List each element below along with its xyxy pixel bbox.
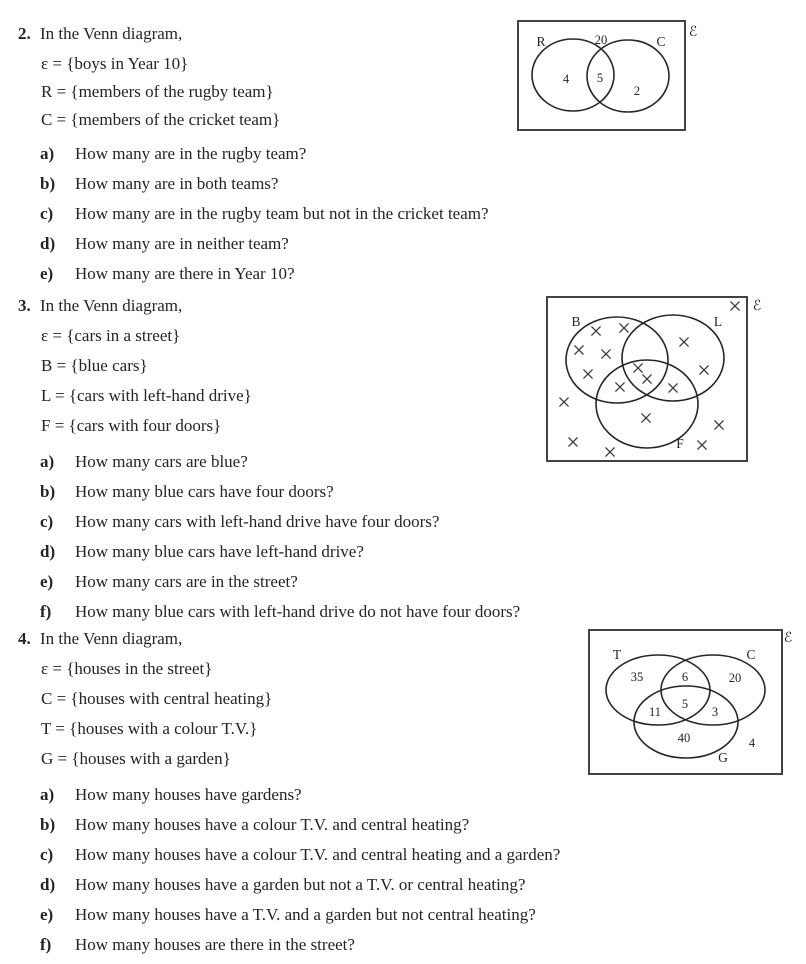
cross-mark-b_only xyxy=(620,324,628,332)
question-part xyxy=(18,572,603,602)
set-definition: T = {houses with a colour T.V.} xyxy=(41,719,258,738)
part-label: e) xyxy=(40,905,54,924)
region-count-t_only: 35 xyxy=(630,670,644,684)
part-label: c) xyxy=(40,512,54,531)
venn-diagram-cars xyxy=(540,292,770,472)
region-count-r_only: 4 xyxy=(562,72,570,86)
part-text: How many are in the rugby team? xyxy=(75,144,307,163)
region-count-t_c_g: 5 xyxy=(681,697,689,711)
cross-mark-b_l_f xyxy=(643,375,651,383)
set-definition: C = {houses with central heating} xyxy=(41,689,273,708)
set-label-B: B xyxy=(571,314,581,329)
cross-mark-l_only xyxy=(680,338,688,346)
part-label: b) xyxy=(40,482,56,501)
set-definition: R = {members of the rugby team} xyxy=(41,82,274,101)
question-part xyxy=(18,264,603,294)
set-label-R: R xyxy=(536,34,546,49)
venn-diagram-rugby-cricket xyxy=(510,10,710,135)
question-number: 4. xyxy=(18,629,31,648)
part-text: How many houses have a garden but not a T.V. or central heating? xyxy=(75,875,526,894)
question-intro: In the Venn diagram, xyxy=(40,296,183,315)
part-text: How many houses have a colour T.V. and central heating? xyxy=(75,815,470,834)
question-3 xyxy=(18,296,603,632)
set-definition: G = {houses with a garden} xyxy=(41,749,231,768)
set-definitions xyxy=(41,659,603,779)
part-text: How many blue cars with left-hand drive do not have four doors? xyxy=(75,602,521,621)
universal-set-symbol: ℰ xyxy=(783,630,793,646)
part-label: a) xyxy=(40,452,55,471)
cross-mark-b_and_f_only xyxy=(616,383,624,391)
question-parts xyxy=(18,144,603,294)
cross-mark-outside xyxy=(698,441,706,449)
part-text: How many houses have a colour T.V. and central heating and a garden? xyxy=(75,845,561,864)
part-text: How many blue cars have four doors? xyxy=(75,482,334,501)
set-label-G: G xyxy=(718,750,728,765)
set-label-L: L xyxy=(713,314,723,329)
cross-mark-outside xyxy=(569,438,577,446)
cross-mark-b_only xyxy=(575,346,583,354)
region-count-c_only: 20 xyxy=(728,671,742,685)
cross-mark-outside xyxy=(606,448,614,456)
question-part xyxy=(18,174,603,204)
part-label: c) xyxy=(40,204,54,223)
cross-mark-outside xyxy=(560,398,568,406)
question-part xyxy=(18,785,603,815)
part-text: How many are there in Year 10? xyxy=(75,264,295,283)
set-circle-F xyxy=(596,360,698,448)
question-4 xyxy=(18,629,603,964)
part-text: How many houses have a T.V. and a garden but not central heating? xyxy=(75,905,536,924)
cross-mark-f_only xyxy=(642,414,650,422)
question-part xyxy=(18,234,603,264)
question-part xyxy=(18,144,603,174)
cross-mark-outside xyxy=(715,421,723,429)
question-number: 2. xyxy=(18,24,31,43)
question-part xyxy=(18,512,603,542)
set-definitions xyxy=(41,326,603,446)
question-part xyxy=(18,602,603,632)
question-part xyxy=(18,845,603,875)
question-part xyxy=(18,905,603,935)
part-label: d) xyxy=(40,234,56,253)
part-text: How many cars with left-hand drive have four doors? xyxy=(75,512,440,531)
region-count-c_and_g_only: 3 xyxy=(711,705,719,719)
cross-mark-b_only xyxy=(584,370,592,378)
question-part xyxy=(18,482,603,512)
set-definition: B = {blue cars} xyxy=(41,356,148,375)
question-part xyxy=(18,875,603,905)
cross-mark-outside xyxy=(731,302,739,310)
set-definition: L = {cars with left-hand drive} xyxy=(41,386,252,405)
cross-mark-b_only xyxy=(592,327,600,335)
cross-mark-l_only xyxy=(700,366,708,374)
question-heading xyxy=(18,629,603,659)
part-label: f) xyxy=(40,602,52,621)
set-label-C: C xyxy=(656,34,666,49)
set-label-F: F xyxy=(676,436,684,451)
question-number: 3. xyxy=(18,296,31,315)
region-count-outside: 4 xyxy=(748,736,756,750)
question-part xyxy=(18,452,603,482)
question-part xyxy=(18,815,603,845)
part-label: e) xyxy=(40,572,54,591)
part-label: e) xyxy=(40,264,54,283)
question-part xyxy=(18,935,603,964)
part-label: f) xyxy=(40,935,52,954)
universal-set-symbol: ℰ xyxy=(688,24,698,40)
part-label: a) xyxy=(40,785,55,804)
part-text: How many are in both teams? xyxy=(75,174,279,193)
part-label: a) xyxy=(40,144,55,163)
question-part xyxy=(18,542,603,572)
region-count-outside_both: 20 xyxy=(594,33,608,47)
region-count-t_and_g_only: 11 xyxy=(648,705,662,719)
part-text: How many are in neither team? xyxy=(75,234,289,253)
part-text: How many are in the rugby team but not in the cricket team? xyxy=(75,204,489,223)
set-label-T: T xyxy=(612,647,622,662)
set-definition: ε = {houses in the street} xyxy=(41,659,213,678)
cross-mark-b_only xyxy=(602,350,610,358)
region-count-r_and_c: 5 xyxy=(596,71,604,85)
universal-set-symbol: ℰ xyxy=(752,298,762,314)
question-part xyxy=(18,204,603,234)
question-heading xyxy=(18,296,603,326)
region-count-c_only: 2 xyxy=(633,84,641,98)
part-text: How many houses are there in the street? xyxy=(75,935,355,954)
set-definition: F = {cars with four doors} xyxy=(41,416,222,435)
set-definition: C = {members of the cricket team} xyxy=(41,110,281,129)
part-label: b) xyxy=(40,174,56,193)
region-count-t_and_c_only: 6 xyxy=(681,670,689,684)
cross-mark-l_and_f_only xyxy=(669,384,677,392)
question-parts xyxy=(18,785,603,964)
cross-mark-b_l_f xyxy=(634,364,642,372)
part-text: How many cars are in the street? xyxy=(75,572,298,591)
part-label: b) xyxy=(40,815,56,834)
region-count-g_only: 40 xyxy=(677,731,691,745)
set-definition: ε = {cars in a street} xyxy=(41,326,181,345)
part-label: d) xyxy=(40,542,56,561)
part-label: c) xyxy=(40,845,54,864)
question-intro: In the Venn diagram, xyxy=(40,24,183,43)
set-label-C: C xyxy=(746,647,756,662)
question-intro: In the Venn diagram, xyxy=(40,629,183,648)
venn-diagram-houses xyxy=(585,625,800,780)
set-definition: ε = {boys in Year 10} xyxy=(41,54,189,73)
part-text: How many cars are blue? xyxy=(75,452,248,471)
question-parts xyxy=(18,452,603,632)
part-label: d) xyxy=(40,875,56,894)
part-text: How many blue cars have left-hand drive? xyxy=(75,542,364,561)
part-text: How many houses have gardens? xyxy=(75,785,302,804)
